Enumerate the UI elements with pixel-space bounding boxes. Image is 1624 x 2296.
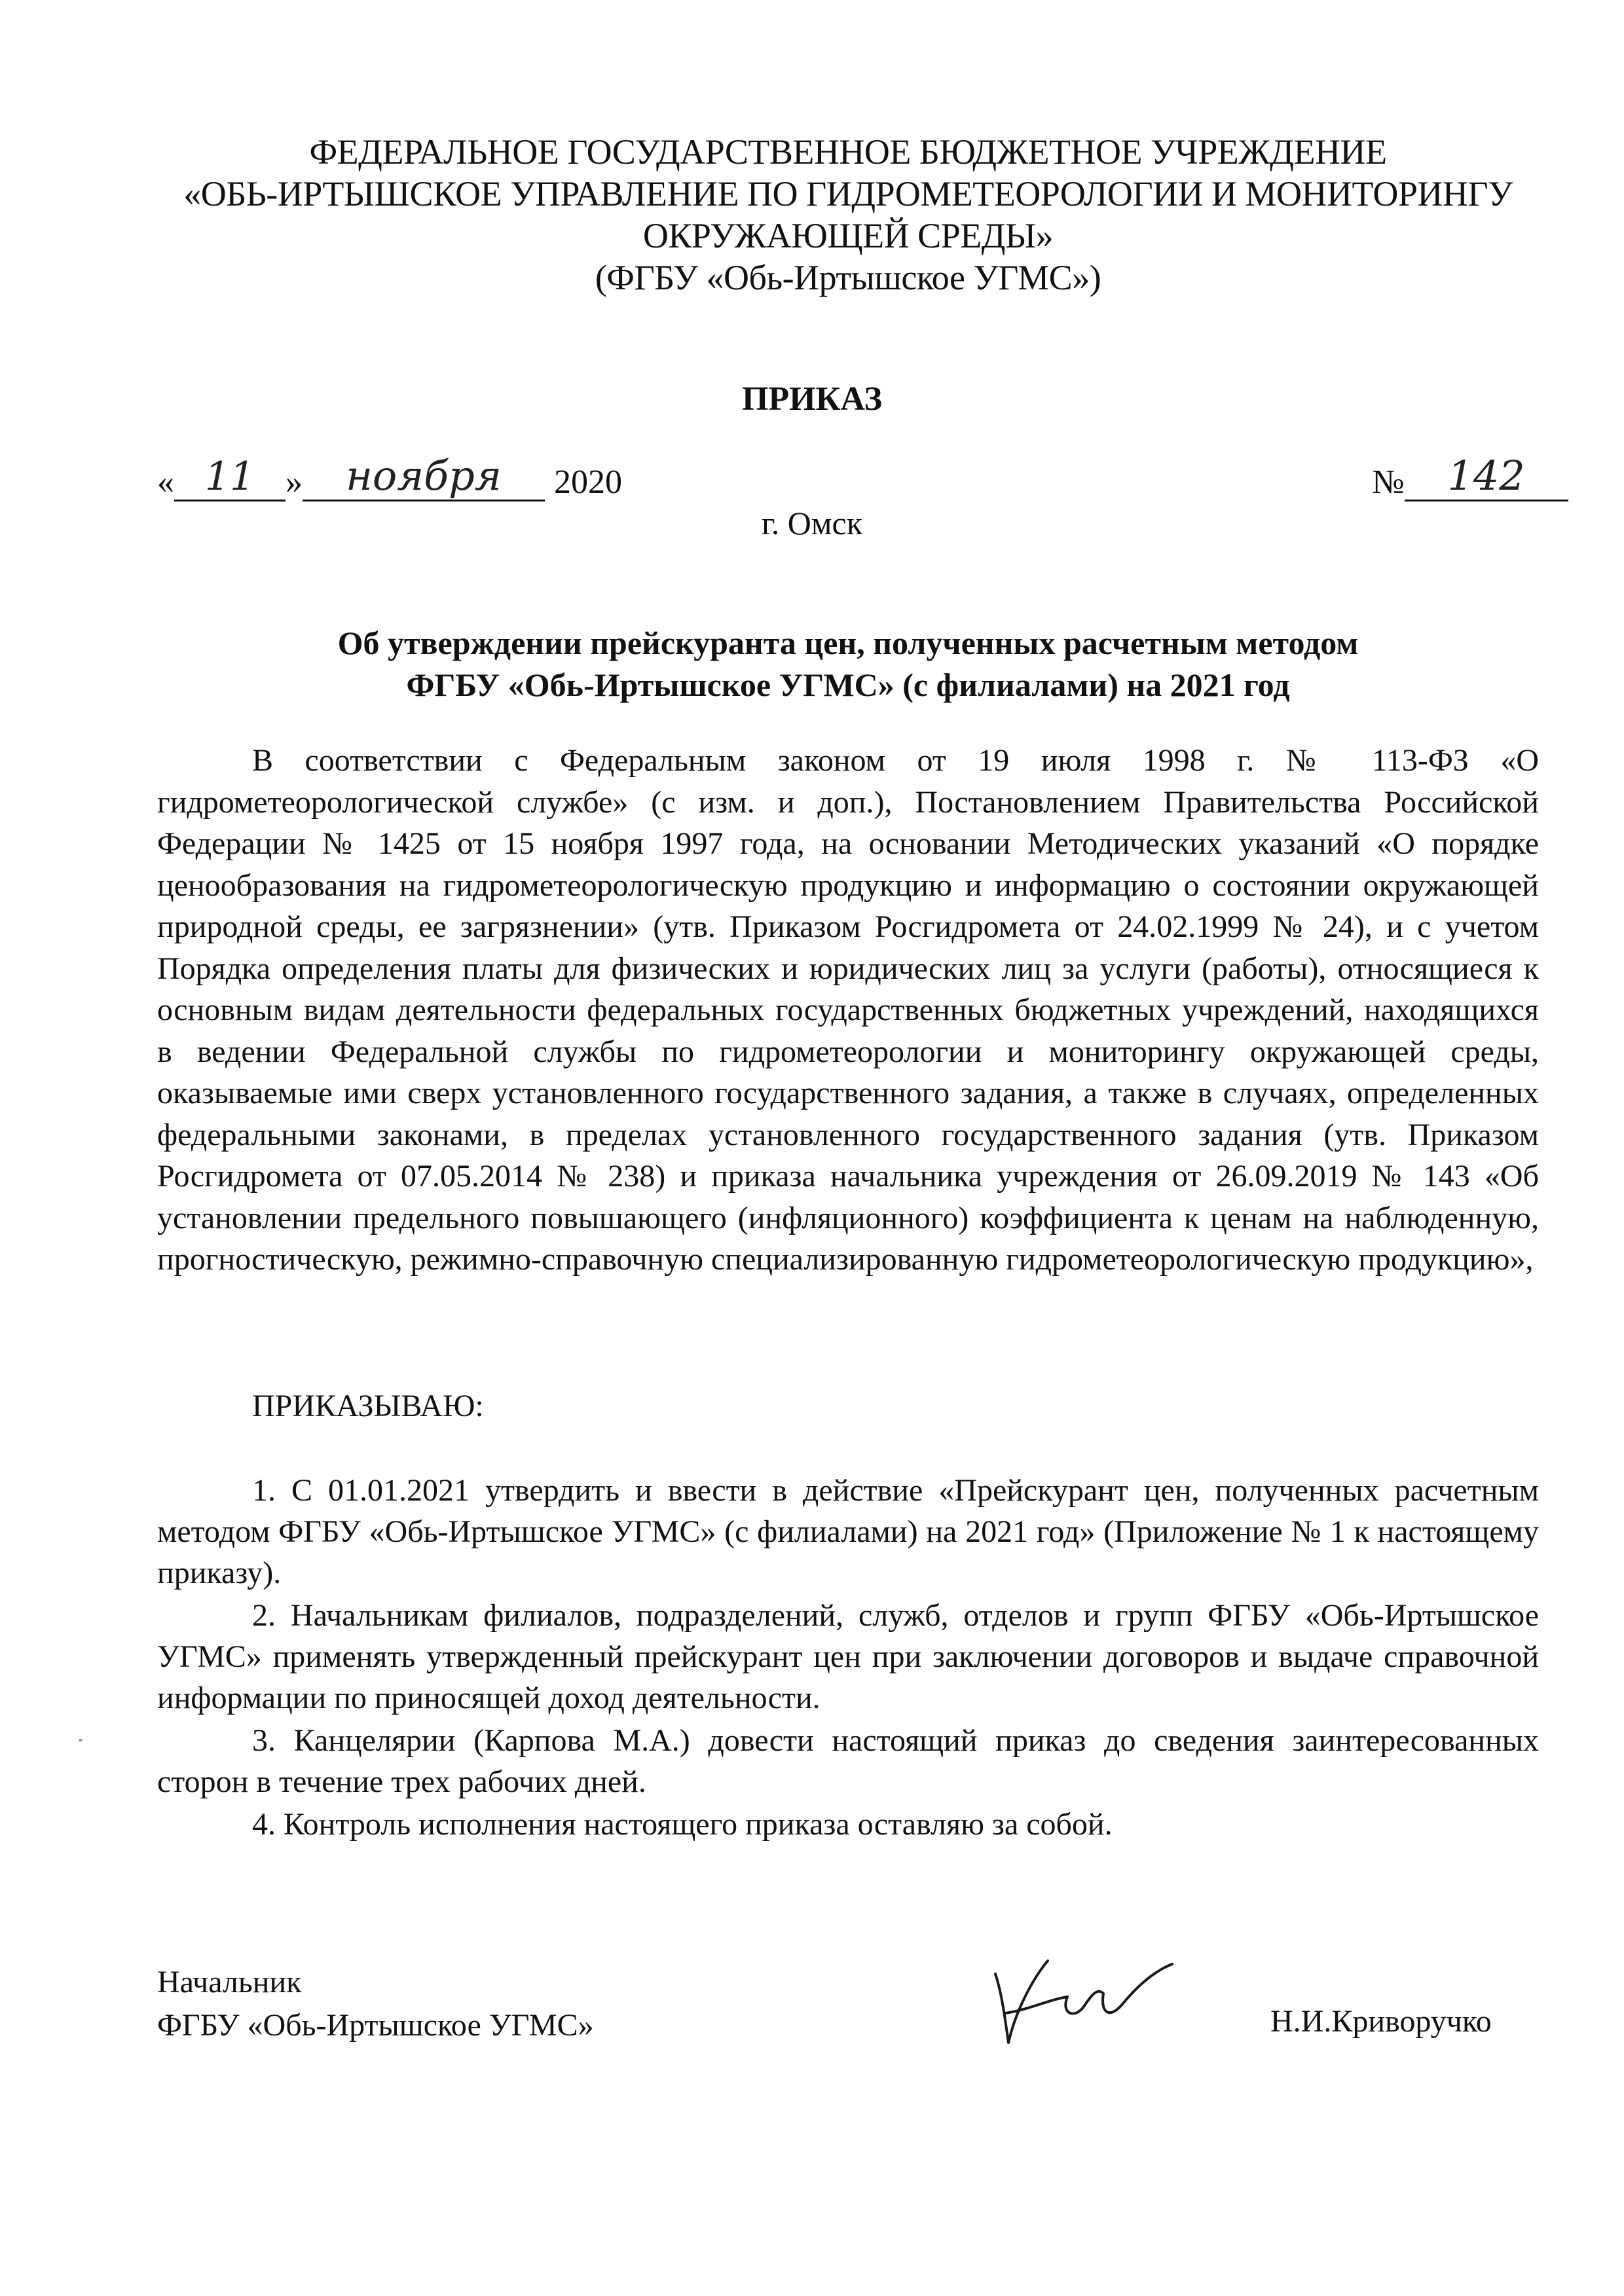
org-abbreviation: (ФГБУ «Обь-Иртышское УГМС»)	[595, 258, 1101, 297]
order-item-2: 2. Начальникам филиалов, подразделений, служб, отделов и групп ФГБУ «Обь-Иртышское УГМС» применять утвержденный прейскурант цен при заключении договоров и выдаче справочной информации по приносящей доход деятельности.	[157, 1598, 1539, 1715]
org-name-line-3: ОКРУЖАЮЩЕЙ СРЕДЫ»	[642, 216, 1054, 255]
order-number	[1372, 452, 1568, 501]
order-number-handwritten: 142	[1405, 452, 1568, 501]
order-item-4: 4. Контроль исполнения настоящего приказа оставляю за собой.	[252, 1807, 1113, 1842]
order-title: ПРИКАЗ	[741, 380, 883, 418]
order-subject	[151, 622, 1545, 706]
date-day-handwritten: 11	[174, 454, 286, 501]
org-name-line-2: «ОБЬ-ИРТЫШСКОЕ УПРАВЛЕНИЕ ПО ГИДРОМЕТЕОРОЛОГИИ И МОНИТОРИНГУ	[183, 174, 1513, 213]
decree-heading: ПРИКАЗЫВАЮ:	[252, 1389, 484, 1423]
preamble-paragraph: В соответствии с Федеральным законом от 19 июля 1998 г. № 113-ФЗ «О гидрометеорологической службе» (с изм. и доп.), Постановлением Правительства Российской Федерации № 1425 от 15 ноября 1997 года, на основании Методических указаний «О порядке ценообразования на гидрометеорологическую продукцию и информацию о состоянии окружающей природной среды, ее загрязнении» (утв. Приказом Росгидромета от 24.02.1999 № 24), и с учетом Порядка определения платы для физических и юридических лиц за услуги (работы), относящиеся к основным видам деятельности федеральных государственных бюджетных учреждений, находящихся в ведении Федеральной службы по гидрометеорологии и мониторингу окружающей среды, оказываемые ими сверх установленного государственного задания, а также в случаях, определенных федеральными законами, в пределах установленного государственного задания (утв. Приказом Росгидромета от 07.05.2014 № 238) и приказа начальника учреждения от 26.09.2019 № 143 «Об установлении предельного повышающего (инфляционного) коэффициента к ценам на наблюденную, прогностическую, режимно-справочную специализированную гидрометеорологическую продукцию»,	[157, 743, 1539, 1277]
date-month-handwritten: ноября	[303, 452, 545, 501]
handwritten-signature	[969, 1935, 1192, 2059]
order-items	[157, 1470, 1539, 1846]
order-city: г. Омск	[761, 505, 863, 541]
position-line-2: ФГБУ «Обь-Иртышское УГМС»	[157, 2008, 594, 2043]
date-open-quote: «	[157, 464, 174, 501]
scan-speck	[79, 1739, 83, 1741]
number-prefix: №	[1372, 464, 1405, 501]
order-item-3: 3. Канцелярии (Карпова М.А.) довести настоящий приказ до сведения заинтересованных сторон в течение трех рабочих дней.	[157, 1723, 1539, 1799]
subject-line-1: Об утверждении прейскуранта цен, полученных расчетным методом	[337, 625, 1359, 661]
order-date	[157, 452, 622, 501]
date-close-quote: »	[286, 464, 303, 501]
position-line-1: Начальник	[157, 1965, 302, 1999]
order-item-1: 1. С 01.01.2021 утвердить и ввести в действие «Прейскурант цен, полученных расчетным методом ФГБУ «Обь-Иртышское УГМС» (с филиалами) на 2021 год» (Приложение № 1 к настоящему приказу).	[157, 1473, 1539, 1590]
signatory-name: Н.И.Криворучко	[1270, 2004, 1492, 2039]
org-name-line-1: ФЕДЕРАЛЬНОЕ ГОСУДАРСТВЕННОЕ БЮДЖЕТНОЕ УЧРЕЖДЕНИЕ	[309, 132, 1387, 172]
subject-line-2: ФГБУ «Обь-Иртышское УГМС» (с филиалами) на 2021 год	[406, 666, 1290, 703]
date-year: 2020	[554, 464, 622, 501]
signatory-position	[157, 1961, 594, 2047]
